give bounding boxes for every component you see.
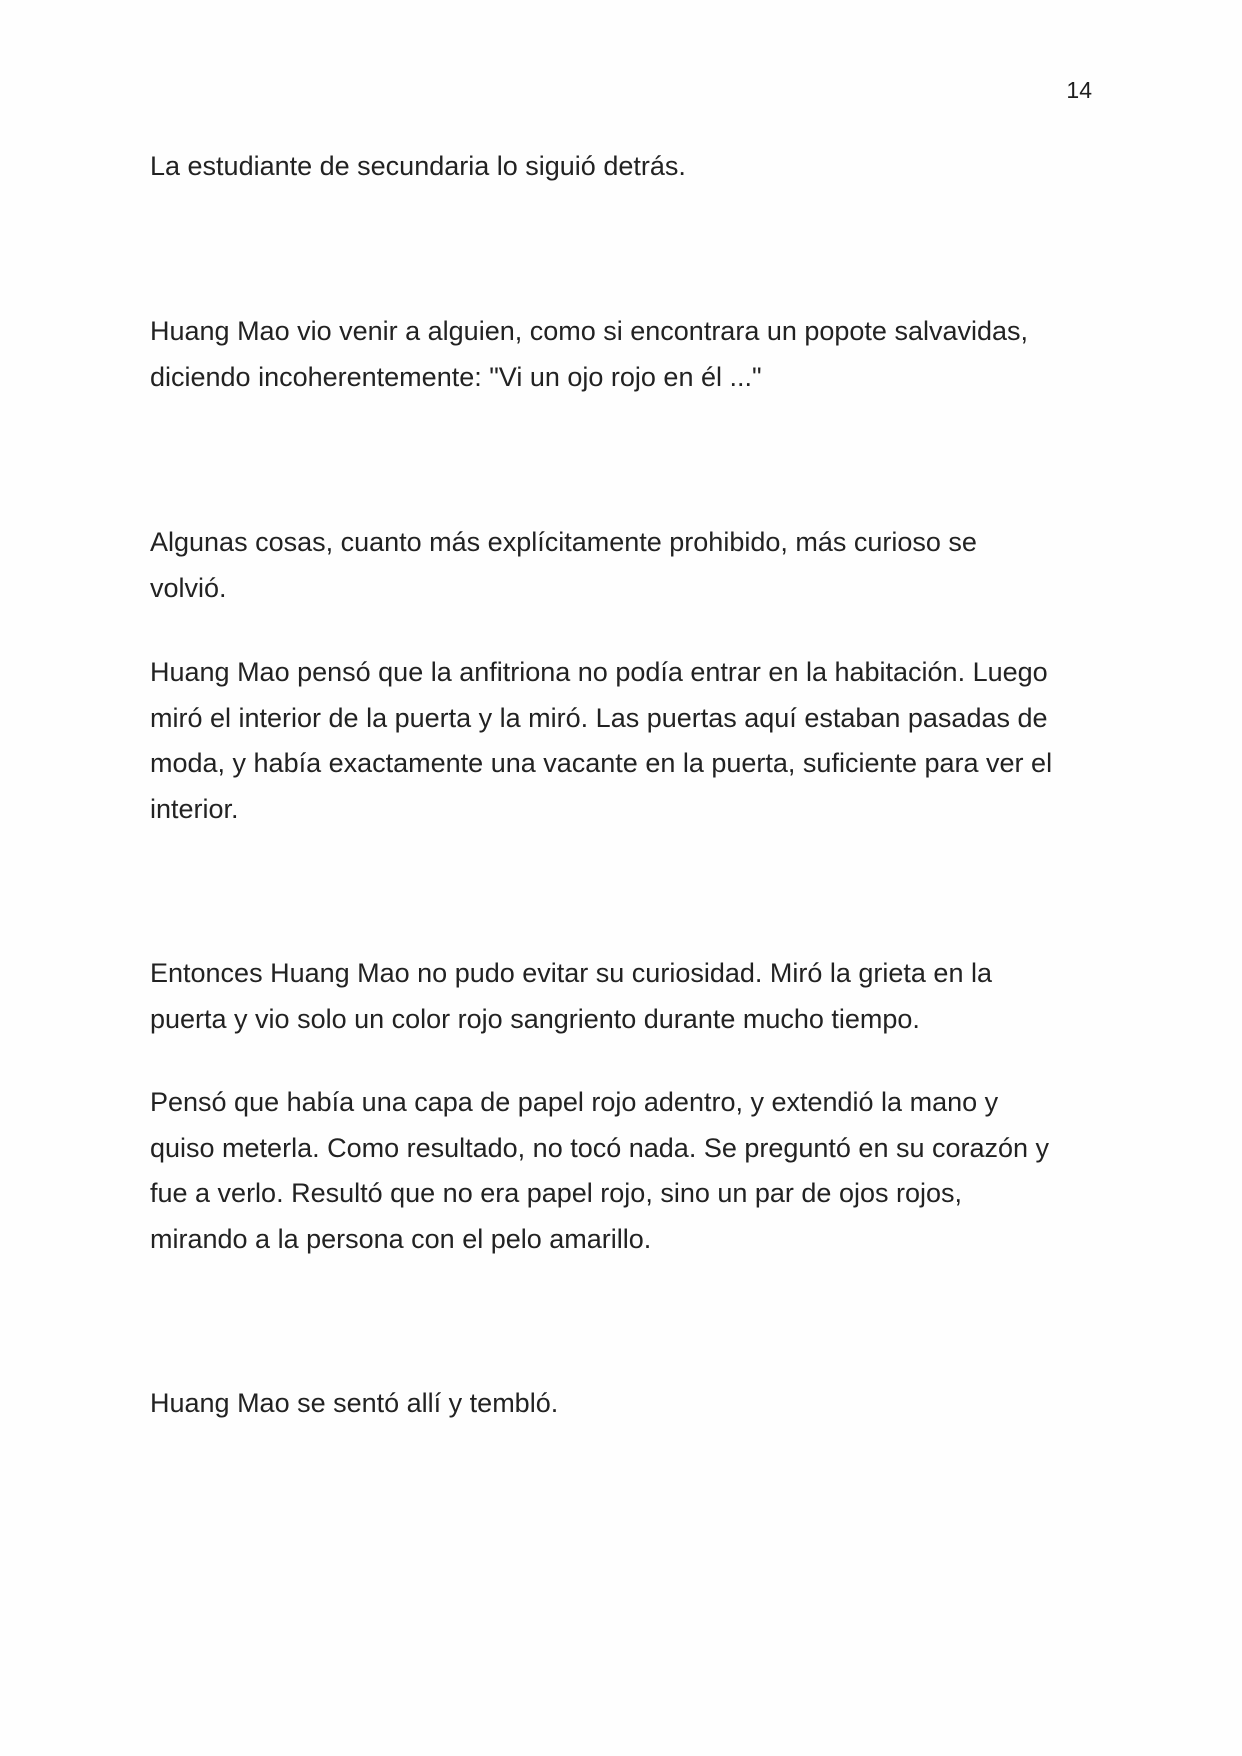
paragraph: Huang Mao vio venir a alguien, como si encontrara un popote salvavidas, diciendo incoherentemente: "Vi un ojo rojo en él ..." bbox=[150, 316, 1029, 392]
paragraph: La estudiante de secundaria lo siguió detrás. bbox=[150, 151, 686, 181]
paragraph: Huang Mao pensó que la anfitriona no podía entrar en la habitación. Luego miró el interior de la puerta y la miró. Las puertas aquí estaban pasadas de moda, y había exactamente una vacante en la puerta, suficiente para ver el interior. bbox=[150, 657, 1053, 824]
page-number: 14 bbox=[1066, 77, 1092, 103]
paragraph: Algunas cosas, cuanto más explícitamente prohibido, más curioso se volvió. bbox=[150, 527, 977, 603]
paragraph: Huang Mao se sentó allí y tembló. bbox=[150, 1388, 559, 1418]
paragraph: Entonces Huang Mao no pudo evitar su curiosidad. Miró la grieta en la puerta y vio solo un color rojo sangriento durante mucho tiempo. bbox=[150, 958, 992, 1034]
paragraph: Pensó que había una capa de papel rojo adentro, y extendió la mano y quiso meterla. Como resultado, no tocó nada. Se preguntó en su corazón y fue a verlo. Resultó que no era papel rojo, sino un par de ojos rojos, mirando a la persona con el pelo amarillo. bbox=[150, 1087, 1050, 1254]
